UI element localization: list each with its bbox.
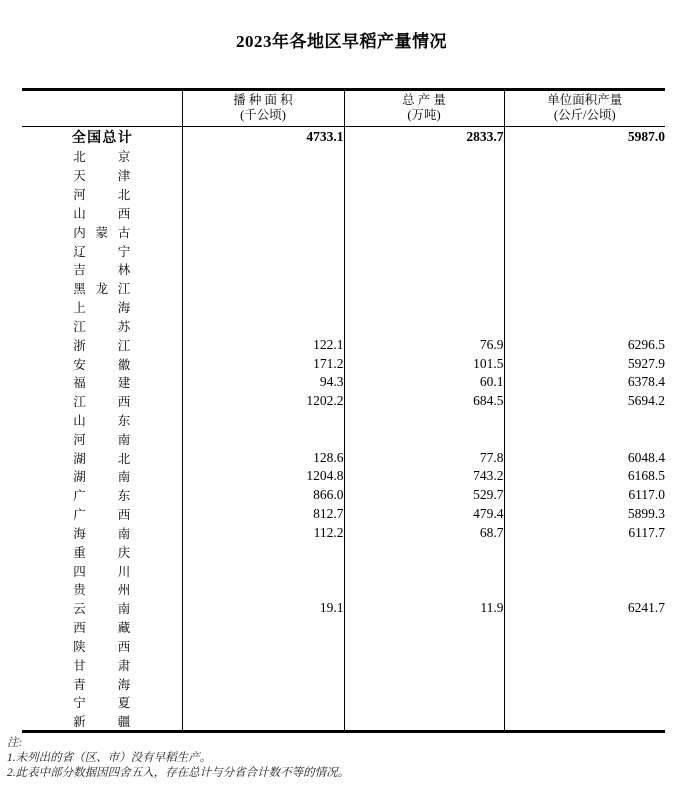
region-cell [22, 580, 182, 599]
region-cell [22, 127, 182, 148]
header-total-output [344, 90, 504, 127]
total-output-value: 76.9 [344, 335, 504, 354]
unit-yield-value: 6048.4 [504, 448, 665, 467]
header-label: 总 产 量 [402, 93, 446, 107]
unit-yield-value [504, 580, 665, 599]
sown-area-value: 812.7 [182, 505, 344, 524]
header-sown-area [182, 90, 344, 127]
region-cell [22, 467, 182, 486]
unit-yield-value [504, 655, 665, 674]
region-name: 江苏 [73, 319, 131, 334]
sown-area-value [182, 580, 344, 599]
region-cell [22, 712, 182, 732]
sown-area-value: 128.6 [182, 448, 344, 467]
sown-area-value [182, 241, 344, 260]
region-cell [22, 166, 182, 185]
total-output-value [344, 674, 504, 693]
region-cell [22, 599, 182, 618]
table-row [22, 279, 665, 298]
region-cell [22, 429, 182, 448]
region-cell [22, 392, 182, 411]
table-notes [7, 736, 677, 781]
total-output-value [344, 279, 504, 298]
region-name: 全国总计 [71, 131, 132, 146]
unit-yield-value [504, 203, 665, 222]
region-name: 陕西 [73, 639, 131, 654]
region-cell [22, 298, 182, 317]
region-name: 吉林 [73, 263, 131, 278]
table-row [22, 524, 665, 543]
sown-area-value [182, 279, 344, 298]
total-output-value [344, 580, 504, 599]
unit-yield-value: 6168.5 [504, 467, 665, 486]
sown-area-value [182, 637, 344, 656]
sown-area-value [182, 260, 344, 279]
header-label: 播 种 面 积 [233, 93, 293, 107]
region-cell [22, 147, 182, 166]
sown-area-value [182, 222, 344, 241]
sown-area-value [182, 147, 344, 166]
total-output-value: 11.9 [344, 599, 504, 618]
table-row [22, 166, 665, 185]
header-row [22, 90, 665, 127]
table-row [22, 467, 665, 486]
unit-yield-value [504, 637, 665, 656]
region-cell [22, 674, 182, 693]
sown-area-value [182, 316, 344, 335]
header-unit: (公斤/公顷) [553, 108, 616, 122]
sown-area-value [182, 542, 344, 561]
total-output-value [344, 411, 504, 430]
region-name: 宁夏 [73, 696, 131, 711]
sown-area-value: 19.1 [182, 599, 344, 618]
region-cell [22, 203, 182, 222]
unit-yield-value: 5987.0 [504, 127, 665, 148]
total-output-value [344, 618, 504, 637]
region-name: 辽宁 [73, 244, 131, 259]
total-output-value [344, 712, 504, 732]
unit-yield-value [504, 316, 665, 335]
header-unit: (万吨) [407, 108, 441, 122]
region-name: 四川 [73, 564, 131, 579]
note-item-2: 2.此表中部分数据因四舍五入，存在总计与分省合计数不等的情况。 [7, 767, 350, 779]
sown-area-value [182, 712, 344, 732]
region-name: 北京 [73, 150, 131, 165]
total-output-value: 77.8 [344, 448, 504, 467]
region-cell [22, 185, 182, 204]
total-output-value [344, 542, 504, 561]
table-row [22, 486, 665, 505]
table-row [22, 448, 665, 467]
region-cell [22, 693, 182, 712]
total-output-value [344, 429, 504, 448]
table-row [22, 655, 665, 674]
sown-area-value [182, 561, 344, 580]
table-row [22, 505, 665, 524]
region-name: 重庆 [73, 545, 131, 560]
region-name: 上海 [73, 301, 131, 316]
table-row [22, 354, 665, 373]
table-row [22, 222, 665, 241]
total-output-value [344, 241, 504, 260]
region-name: 内蒙古 [73, 225, 131, 240]
region-name: 湖南 [73, 470, 131, 485]
unit-yield-value [504, 241, 665, 260]
sown-area-value: 1204.8 [182, 467, 344, 486]
unit-yield-value: 6296.5 [504, 335, 665, 354]
unit-yield-value [504, 298, 665, 317]
table-row [22, 241, 665, 260]
region-name: 青海 [73, 677, 131, 692]
sown-area-value [182, 618, 344, 637]
unit-yield-value [504, 222, 665, 241]
region-name: 甘肃 [73, 658, 131, 673]
production-table [22, 88, 665, 733]
total-output-value: 529.7 [344, 486, 504, 505]
table-row [22, 580, 665, 599]
table-row [22, 561, 665, 580]
unit-yield-value [504, 693, 665, 712]
table-row [22, 335, 665, 354]
sown-area-value [182, 674, 344, 693]
total-output-value [344, 655, 504, 674]
region-name: 山东 [73, 414, 131, 428]
region-name: 云南 [73, 602, 131, 617]
region-cell [22, 637, 182, 656]
unit-yield-value [504, 185, 665, 204]
unit-yield-value [504, 166, 665, 185]
region-name: 广西 [73, 508, 131, 523]
table-row [22, 298, 665, 317]
sown-area-value [182, 185, 344, 204]
table-row [22, 203, 665, 222]
unit-yield-value [504, 674, 665, 693]
total-output-value [344, 147, 504, 166]
total-output-value [344, 185, 504, 204]
table-row [22, 147, 665, 166]
region-name: 西藏 [73, 621, 131, 636]
sown-area-value [182, 411, 344, 430]
region-name: 贵州 [73, 583, 131, 598]
unit-yield-value: 6378.4 [504, 373, 665, 392]
region-name: 浙江 [73, 338, 131, 353]
total-output-value: 743.2 [344, 467, 504, 486]
sown-area-value: 94.3 [182, 373, 344, 392]
region-name: 河北 [73, 188, 131, 203]
region-name: 安徽 [73, 357, 131, 372]
sown-area-value: 4733.1 [182, 127, 344, 148]
table-row [22, 599, 665, 618]
unit-yield-value: 6241.7 [504, 599, 665, 618]
region-name: 湖北 [73, 451, 131, 466]
region-cell [22, 618, 182, 637]
total-output-value [344, 561, 504, 580]
region-name: 福建 [73, 376, 131, 391]
sown-area-value: 171.2 [182, 354, 344, 373]
total-output-value [344, 316, 504, 335]
total-output-value [344, 260, 504, 279]
unit-yield-value [504, 279, 665, 298]
unit-yield-value: 5927.9 [504, 354, 665, 373]
unit-yield-value [504, 147, 665, 166]
total-output-value [344, 166, 504, 185]
notes-label: 注: [7, 737, 23, 749]
sown-area-value [182, 655, 344, 674]
unit-yield-value [504, 712, 665, 732]
total-output-value: 479.4 [344, 505, 504, 524]
sown-area-value [182, 693, 344, 712]
region-cell [22, 448, 182, 467]
table-row [22, 674, 665, 693]
sown-area-value: 1202.2 [182, 392, 344, 411]
sown-area-value [182, 203, 344, 222]
region-cell [22, 373, 182, 392]
table-row [22, 392, 665, 411]
region-name: 新疆 [73, 714, 131, 729]
region-name: 黑龙江 [73, 282, 131, 297]
unit-yield-value [504, 542, 665, 561]
region-name: 山西 [73, 206, 131, 221]
region-name: 天津 [73, 169, 131, 184]
total-output-value: 2833.7 [344, 127, 504, 148]
header-yield-per-area [504, 90, 665, 127]
region-cell [22, 316, 182, 335]
sown-area-value [182, 298, 344, 317]
unit-yield-value [504, 260, 665, 279]
total-output-value: 60.1 [344, 373, 504, 392]
region-cell [22, 222, 182, 241]
note-item-1: 1.未列出的省（区、市）没有早稻生产。 [7, 752, 212, 764]
table-row [22, 618, 665, 637]
header-region [22, 90, 182, 127]
region-name: 广东 [73, 489, 131, 504]
unit-yield-value [504, 618, 665, 637]
region-name: 江西 [73, 395, 131, 410]
table-row [22, 712, 665, 732]
unit-yield-value: 5899.3 [504, 505, 665, 524]
table-row [22, 411, 665, 430]
region-cell [22, 241, 182, 260]
total-output-value [344, 693, 504, 712]
sown-area-value: 112.2 [182, 524, 344, 543]
total-output-value [344, 203, 504, 222]
table-row [22, 127, 665, 148]
unit-yield-value: 5694.2 [504, 392, 665, 411]
sown-area-value [182, 166, 344, 185]
region-cell [22, 260, 182, 279]
total-output-value: 101.5 [344, 354, 504, 373]
region-cell [22, 542, 182, 561]
unit-yield-value [504, 429, 665, 448]
table-row [22, 316, 665, 335]
unit-yield-value: 6117.7 [504, 524, 665, 543]
total-output-value [344, 222, 504, 241]
region-name: 河南 [73, 432, 131, 447]
table-row [22, 637, 665, 656]
region-cell [22, 354, 182, 373]
header-label: 单位面积产量 [547, 93, 623, 107]
table-row [22, 260, 665, 279]
region-cell [22, 561, 182, 580]
unit-yield-value [504, 561, 665, 580]
table-row [22, 542, 665, 561]
region-cell [22, 655, 182, 674]
region-cell [22, 486, 182, 505]
unit-yield-value: 6117.0 [504, 486, 665, 505]
region-cell [22, 279, 182, 298]
total-output-value: 684.5 [344, 392, 504, 411]
region-cell [22, 411, 182, 430]
sown-area-value [182, 429, 344, 448]
page-title: 2023年各地区早稻产量情况 [236, 32, 447, 51]
region-cell [22, 524, 182, 543]
region-name: 海南 [73, 526, 131, 541]
sown-area-value: 866.0 [182, 486, 344, 505]
table-row [22, 429, 665, 448]
total-output-value: 68.7 [344, 524, 504, 543]
total-output-value [344, 637, 504, 656]
table-row [22, 373, 665, 392]
table-row [22, 185, 665, 204]
table-row [22, 693, 665, 712]
header-unit: (千公顷) [240, 108, 286, 122]
unit-yield-value [504, 411, 665, 430]
sown-area-value: 122.1 [182, 335, 344, 354]
total-output-value [344, 298, 504, 317]
region-cell [22, 335, 182, 354]
region-cell [22, 505, 182, 524]
